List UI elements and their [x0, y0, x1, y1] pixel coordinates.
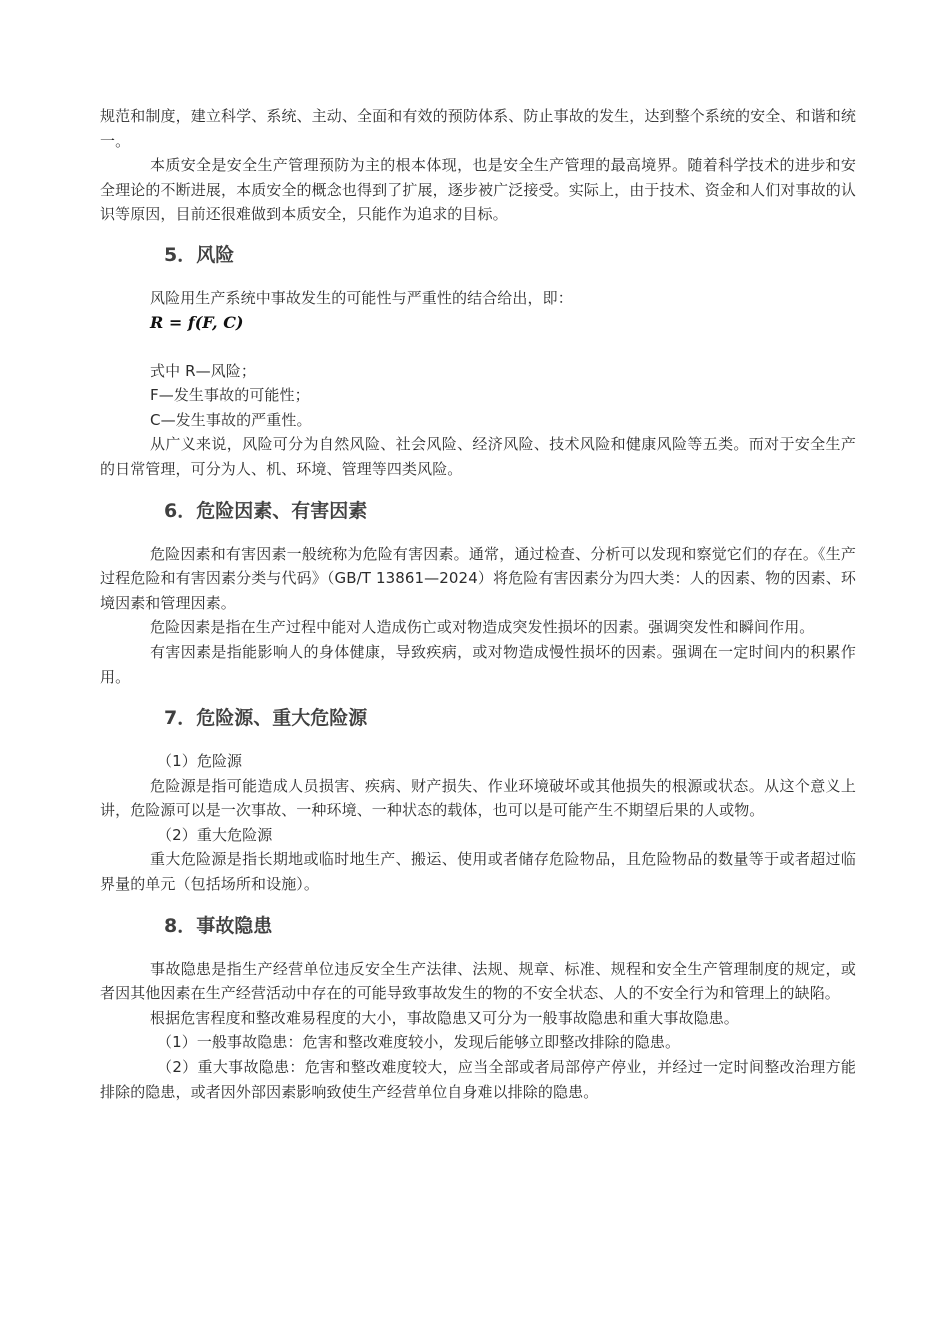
risk-formula: R = f(F, C)	[150, 312, 244, 332]
section-5-paragraph-1: 风险用生产系统中事故发生的可能性与严重性的结合给出，即：	[150, 288, 573, 307]
definition-r: 式中 R—风险；	[150, 361, 256, 380]
spacer	[100, 335, 856, 359]
section-6-paragraph-3: 有害因素是指能影响人的身体健康，导致疾病，或对物造成慢性损坏的因素。强调在一定时间内的积累作用。	[100, 642, 856, 686]
section-6-heading: 6．危险因素、有害因素	[164, 499, 368, 522]
section-5-paragraph-2: 从广义来说，风险可分为自然风险、社会风险、经济风险、技术风险和健康风险等五类。而对于安全生产的日常管理，可分为人、机、环境、管理等四类风险。	[100, 435, 856, 478]
section-6-paragraph-1: 危险因素和有害因素一般统称为危险有害因素。通常，通过检查、分析可以发现和察觉它们的存在。《生产过程危险和有害因素分类与代码》（GB/T 13861—2024）将危险有害因素分为四大类：人的因素、物的因素、环境因素和管理因素。	[100, 544, 856, 612]
section-5-heading: 5．风险	[164, 243, 235, 266]
section-8-item-1: （1）一般事故隐患：危害和整改难度较小，发现后能够立即整改排除的隐患。	[157, 1033, 681, 1052]
definition-f: F—发生事故的可能性；	[150, 386, 310, 405]
section-7-subheading-2: （2）重大危险源	[157, 825, 273, 844]
document-page	[100, 104, 856, 1104]
section-7-paragraph-1: 危险源是指可能造成人员损害、疾病、财产损失、作业环境破坏或其他损失的根源或状态。从这个意义上讲，危险源可以是一次事故、一种环境、一种状态的载体，也可以是可能产生不期望后果的人或物。	[100, 776, 856, 820]
section-8-paragraph-2: 根据危害程度和整改难易程度的大小，事故隐患又可分为一般事故隐患和重大事故隐患。	[150, 1008, 739, 1027]
section-8-heading: 8．事故隐患	[164, 914, 273, 937]
section-7-heading: 7．危险源、重大危险源	[164, 707, 368, 730]
section-7-subheading-1: （1）危险源	[157, 752, 243, 771]
section-8-paragraph-1: 事故隐患是指生产经营单位违反安全生产法律、法规、规章、标准、规程和安全生产管理制度的规定，或者因其他因素在生产经营活动中存在的可能导致事故发生的物的不安全状态、人的不安全行为和管理上的缺陷。	[100, 959, 856, 1003]
section-8-item-2: （2）重大事故隐患：危害和整改难度较大，应当全部或者局部停产停业，并经过一定时间整改治理方能排除的隐患，或者因外部因素影响致使生产经营单位自身难以排除的隐患。	[100, 1058, 856, 1101]
section-6-paragraph-2: 危险因素是指在生产过程中能对人造成伤亡或对物造成突发性损坏的因素。强调突发性和瞬间作用。	[150, 618, 815, 637]
intro-paragraph-intrinsic-safety: 本质安全是安全生产管理预防为主的根本体现，也是安全生产管理的最高境界。随着科学技术的进步和安全理论的不断进展，本质安全的概念也得到了扩展，逐步被广泛接受。实际上，由于技术、资金和人们对事故的认识等原因，目前还很难做到本质安全，只能作为追求的目标。	[100, 156, 856, 224]
intro-paragraph-continued: 规范和制度，建立科学、系统、主动、全面和有效的预防体系、防止事故的发生，达到整个系统的安全、和谐和统一。	[100, 107, 856, 150]
definition-c: C—发生事故的严重性。	[150, 410, 312, 429]
section-7-paragraph-2: 重大危险源是指长期地或临时地生产、搬运、使用或者储存危险物品，且危险物品的数量等于或者超过临界量的单元（包括场所和设施）。	[100, 850, 856, 894]
